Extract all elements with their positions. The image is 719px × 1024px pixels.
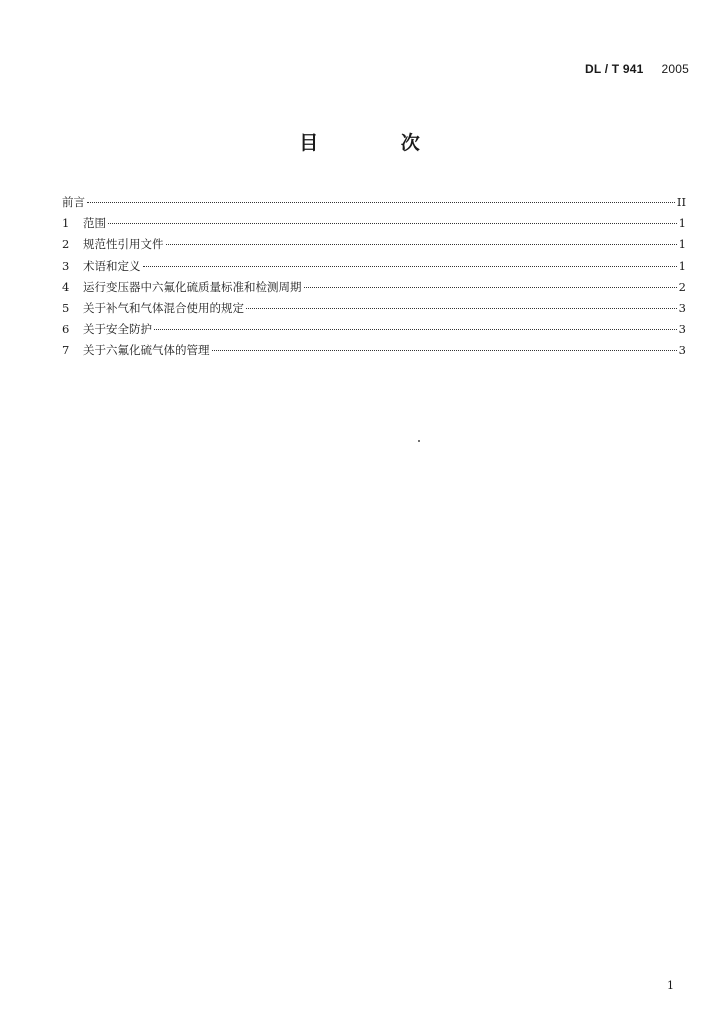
toc-entry-label: 关于六氟化硫气体的管理 [83, 343, 210, 358]
toc-entry-page: 1 [678, 216, 686, 231]
toc-entry-page: 3 [678, 322, 686, 337]
toc-entry-page: 3 [678, 343, 686, 358]
standard-code: DL / T 941 [585, 62, 644, 76]
toc-entry-page: 3 [678, 300, 686, 315]
toc-entry-7[interactable] [62, 340, 686, 361]
toc-entry-label: 规范性引用文件 [83, 237, 164, 252]
toc-entry-label: 关于补气和气体混合使用的规定 [83, 300, 244, 315]
page-title: 目 次 [299, 132, 458, 154]
toc-entry-label: 关于安全防护 [83, 322, 152, 337]
toc-entry-number: 3 [62, 258, 70, 273]
table-of-contents [62, 192, 686, 362]
scan-speck [418, 440, 420, 442]
toc-entry-page: II [676, 195, 686, 209]
toc-entry-number: 1 [62, 216, 70, 231]
toc-entry-number: 2 [62, 237, 70, 252]
toc-entry-6[interactable] [62, 319, 686, 340]
dot-leader [143, 266, 677, 267]
toc-entry-number: 5 [62, 300, 70, 315]
standard-year: 2005 [661, 62, 689, 76]
dot-leader [166, 244, 677, 245]
dot-leader [154, 329, 677, 330]
toc-entry-number: 7 [62, 343, 70, 358]
standard-code-header [585, 62, 689, 76]
dot-leader [108, 223, 677, 224]
toc-entry-page: 2 [678, 279, 686, 294]
page-number: 1 [667, 979, 674, 992]
toc-entry-2[interactable] [62, 234, 686, 255]
toc-entry-number: 4 [62, 279, 70, 294]
toc-entry-3[interactable] [62, 256, 686, 277]
toc-entry-4[interactable] [62, 277, 686, 298]
dot-leader [212, 350, 677, 351]
toc-entry-number: 6 [62, 322, 70, 337]
toc-entry-5[interactable] [62, 298, 686, 319]
toc-entry-page: 1 [678, 237, 686, 252]
toc-entry-preface[interactable] [62, 192, 686, 213]
dot-leader [246, 308, 677, 309]
toc-entry-label: 前言 [62, 195, 85, 209]
dot-leader [87, 202, 675, 203]
toc-entry-1[interactable] [62, 213, 686, 234]
toc-entry-label: 范围 [83, 216, 106, 231]
toc-entry-label: 运行变压器中六氟化硫质量标准和检测周期 [83, 279, 302, 294]
dot-leader [304, 287, 677, 288]
toc-entry-label: 术语和定义 [83, 258, 141, 273]
toc-entry-page: 1 [678, 258, 686, 273]
